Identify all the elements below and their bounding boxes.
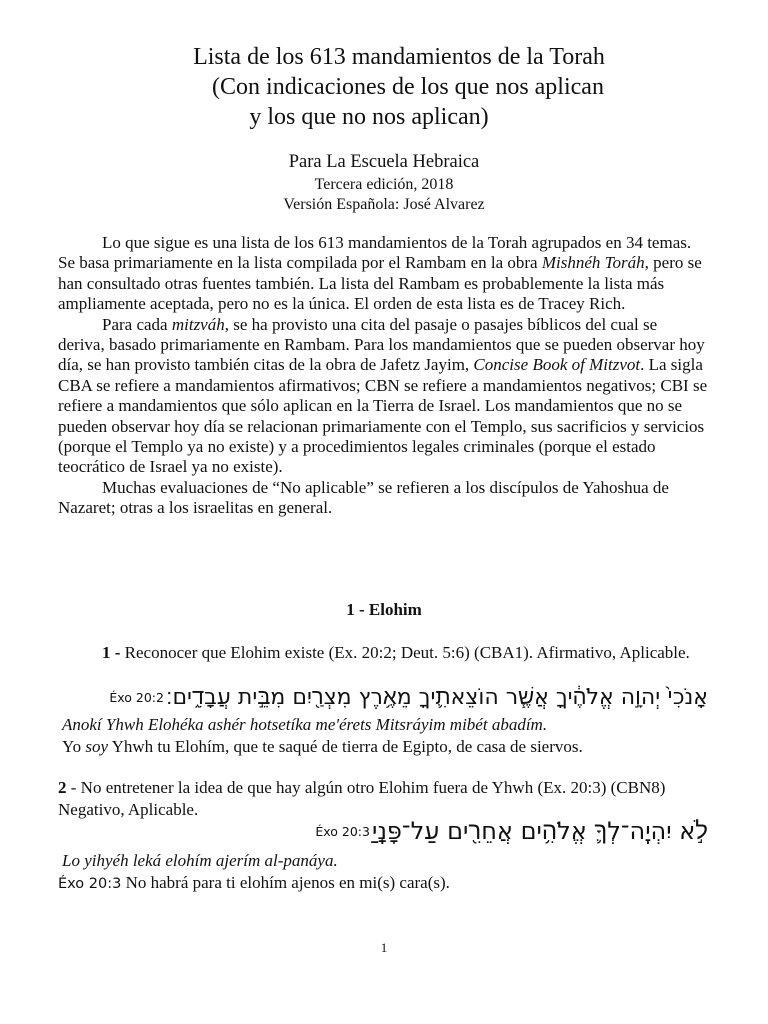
intro-paragraph-3: Muchas evaluaciones de “No aplicable” se refieren a los discípulos de Yahoshua de Nazaret; otras a los israelitas en general.	[58, 477, 669, 518]
school-name: Para La Escuela Hebraica	[288, 152, 480, 172]
title-line-1: Lista de los 613 mandamientos de la Torah	[193, 44, 605, 70]
commandment-number: 1 -	[102, 643, 121, 662]
transliteration-2: Lo yihyéh leká elohím ajerím al-panáya.	[62, 851, 338, 870]
intro-p1-text-a: Lo que sigue es una lista de los 613 mandamientos de la Torah agrupados en 34 temas. Se basa primariamente en la lista compilada por el Rambam en la obra	[58, 233, 692, 273]
intro-p2-text-a: Para cada	[102, 314, 172, 334]
title-line-2: (Con indicaciones de los que nos aplican	[212, 74, 604, 100]
intro-p2-text-c: , se ha provisto una cita del pasaje o pasajes bíblicos del cual se deriva, basado primariamente en Rambam. Para los mandamientos que se pueden observar hoy día, se han provisto también citas de la obra de Jafetz Jayim,	[58, 314, 705, 375]
page-number: 1	[380, 940, 388, 955]
translation-italic: soy	[85, 737, 108, 756]
intro-p1-text-c: , pero se han consultado otras fuentes también. La lista del Rambam es probablemente la lista más ampliamente aceptada, pero no es la única. El orden de esta lista es de Tracey Rich.	[58, 253, 702, 314]
intro-paragraph-2	[58, 315, 708, 478]
intro-paragraph-1	[58, 233, 708, 315]
translation-1	[62, 736, 712, 758]
commandment-text: Reconocer que Elohim existe (Ex. 20:2; Deut. 5:6) (CBA1). Afirmativo, Aplicable.	[120, 643, 690, 662]
section-title: 1 - Elohim	[346, 600, 422, 619]
commandment-text: - No entretener la idea de que hay algún otro Elohim fuera de Yhwh (Ex. 20:3) (CBN8) Negativo, Aplicable.	[58, 778, 666, 819]
translation-reference: Éxo 20:3	[58, 876, 122, 892]
hebrew-verse-1	[58, 680, 708, 714]
intro-p2-italic-mitzvah: mitzváh	[171, 314, 225, 334]
edition: Tercera edición, 2018	[314, 176, 454, 193]
intro-p2-italic-book: Concise Book of Mitzvot	[473, 355, 641, 375]
intro-p2-text-e: . La sigla CBA se refiere a mandamientos afirmativos; CBN se refiere a mandamientos negativos; CBI se refiere a mandamientos que sólo aplican en la Tierra de Israel. Los mandamientos que no se pueden observar hoy día se relacionan primariamente con el Templo, sus sacrificios y servicios (porque el Templo ya no existe) y a procedimientos legales criminales (porque el estado teocrático de Israel ya no existe).	[58, 355, 708, 477]
translation-text-a: Yo	[62, 737, 86, 756]
title-line-3: y los que no nos aplican)	[249, 104, 489, 130]
intro-text	[58, 233, 708, 519]
hebrew-verse-2	[58, 814, 708, 848]
hebrew-text: לֹ֣א יִהְיֶֽה־לְךָ֛ אֱלֹהִ֥ים אֲחֵרִ֖ים עַל־פָּנָֽיַ	[371, 816, 708, 845]
commandment-1	[58, 642, 708, 664]
translator-version: Versión Española: José Alvarez	[283, 196, 485, 213]
commandment-number: 2	[58, 778, 67, 797]
transliteration-1: Anokí Yhwh Elohéka ashér hotsetíka me'érets Mitsráyim mibét abadím.	[62, 715, 548, 734]
verse-reference: Éxo 20:3	[315, 823, 370, 839]
translation-text: No habrá para ti elohím ajenos en mi(s) cara(s).	[121, 873, 450, 892]
translation-2	[58, 872, 708, 895]
hebrew-text: אָנֹכִי֙ יְהוָ֣ה אֱלֹהֶ֔יךָ אֲשֶׁ֧ר הוֹצֵאתִ֛יךָ מֵאֶ֥רֶץ מִצְרַ֖יִם מִבֵּ֣ית עֲבָדִ֑ים׃	[165, 685, 708, 710]
verse-reference: Éxo 20:2	[109, 689, 164, 705]
translation-text-c: Yhwh tu Elohím, que te saqué de tierra de Egipto, de casa de siervos.	[108, 737, 583, 756]
intro-p1-italic: Mishnéh Toráh	[541, 253, 645, 273]
document-title	[0, 42, 768, 132]
